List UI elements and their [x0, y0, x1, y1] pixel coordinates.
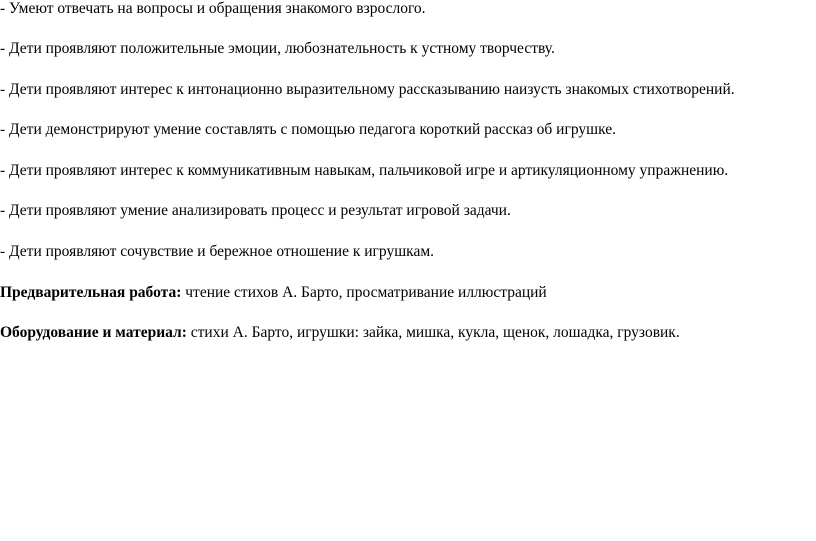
bullet-item: - Дети проявляют положительные эмоции, любознательность к устному творчеству. [0, 40, 555, 57]
bullet-item: - Дети проявляют интерес к коммуникативным навыкам, пальчиковой игре и артикуляционному упражнению. [0, 162, 729, 179]
bullet-item: - Дети проявляют сочувствие и бережное отношение к игрушкам. [0, 243, 435, 260]
bullet-item: - Дети проявляют умение анализировать процесс и результат игровой задачи. [0, 202, 511, 219]
preliminary-work-paragraph [0, 284, 547, 302]
equipment-text: стихи А. Барто, игрушки: зайка, мишка, кукла, щенок, лошадка, грузовик. [186, 324, 680, 341]
bullet-item: - Дети проявляют интерес к интонационно выразительному рассказыванию наизусть знакомых стихотворений. [0, 81, 735, 98]
equipment-label: Оборудование и материал: [0, 324, 187, 341]
preliminary-work-label: Предварительная работа: [0, 284, 182, 301]
bullet-item: - Умеют отвечать на вопросы и обращения знакомого взрослого. [0, 0, 426, 17]
bullet-item: - Дети демонстрируют умение составлять с помощью педагога короткий рассказ об игрушке. [0, 121, 616, 138]
equipment-paragraph [0, 324, 680, 342]
preliminary-work-text: чтение стихов А. Барто, просматривание иллюстраций [181, 284, 547, 301]
